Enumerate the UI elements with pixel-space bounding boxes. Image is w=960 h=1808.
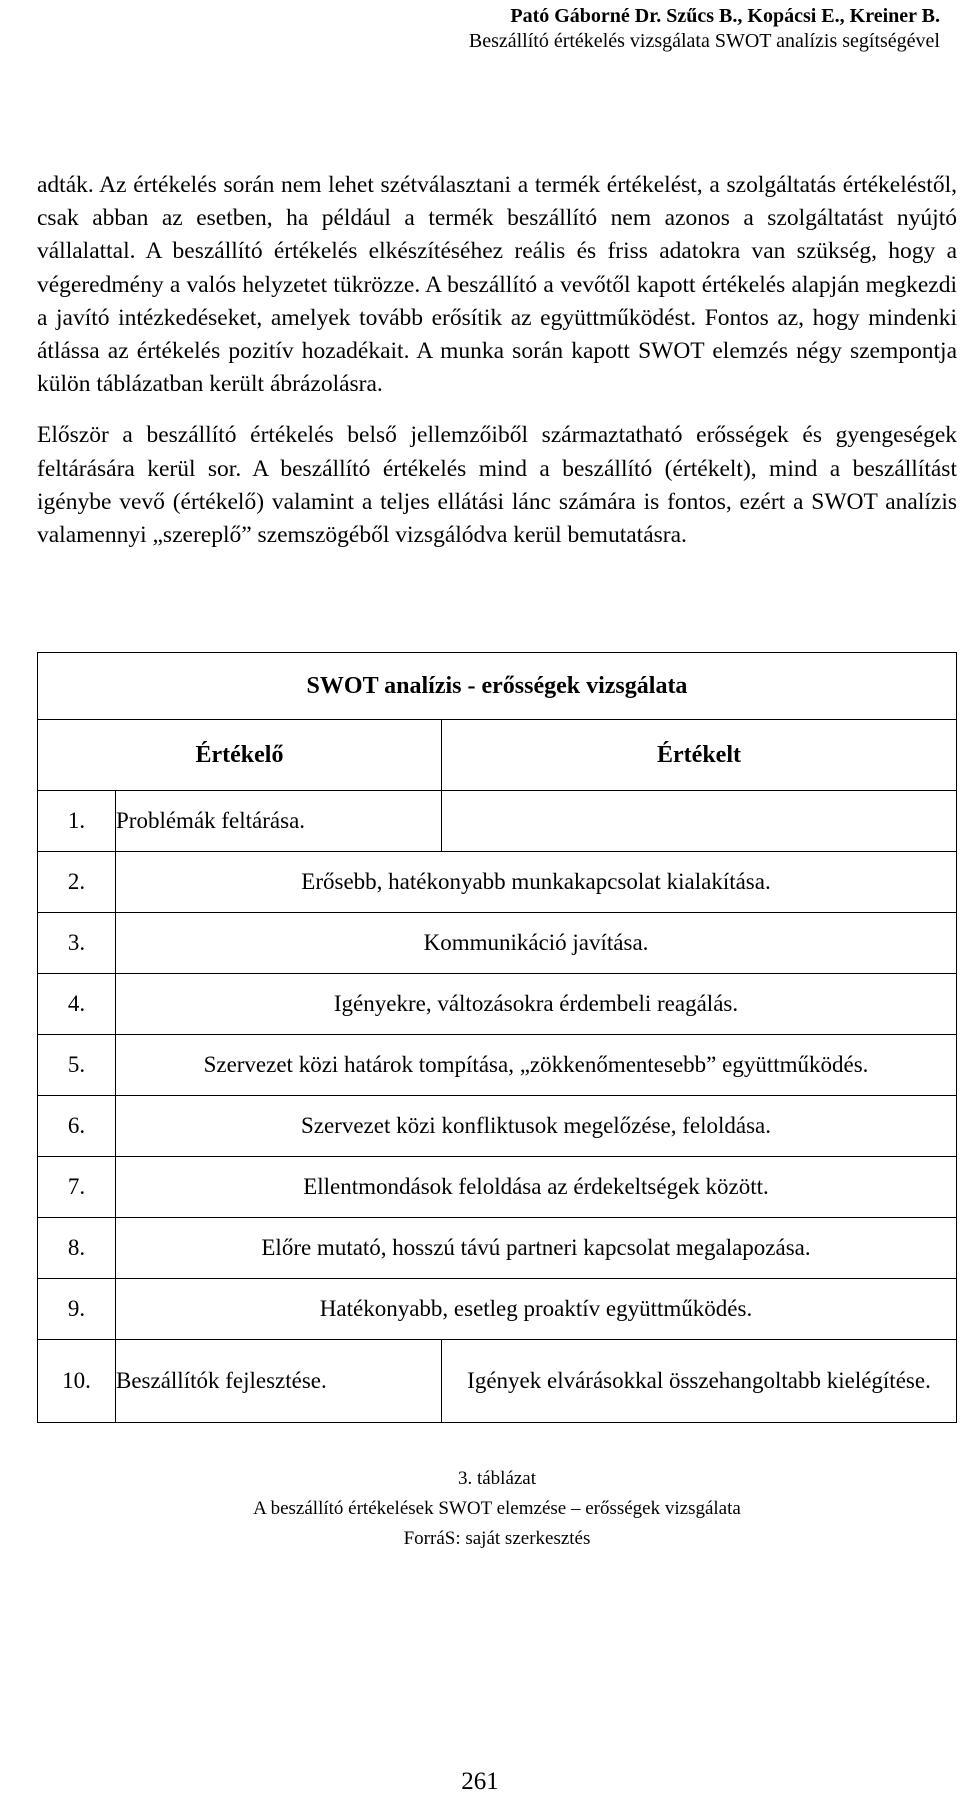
table-row	[38, 1340, 957, 1423]
header-authors: Pató Gáborné Dr. Szűcs B., Kopácsi E., Kreiner B.	[510, 5, 940, 27]
table-row	[38, 1218, 957, 1279]
row-number: 9.	[38, 1279, 116, 1340]
row-text: Kommunikáció javítása.	[116, 913, 957, 974]
swot-strengths-table	[37, 652, 957, 1423]
row-text: Ellentmondások feloldása az érdekeltségek között.	[116, 1157, 957, 1218]
row-evaluator-text: Problémák feltárása.	[116, 791, 442, 852]
table-row	[38, 974, 957, 1035]
caption-label: 3. táblázat	[457, 1468, 537, 1489]
row-evaluated-text	[442, 791, 957, 852]
caption-source: ForráS: saját szerkesztés	[403, 1528, 591, 1549]
row-number: 5.	[38, 1035, 116, 1096]
row-number: 2.	[38, 852, 116, 913]
table-caption	[37, 1464, 957, 1554]
col-header-evaluator: Értékelő	[38, 720, 442, 791]
row-evaluator-text: Beszállítók fejlesztése.	[116, 1340, 442, 1423]
row-text: Hatékonyabb, esetleg proaktív együttműködés.	[116, 1279, 957, 1340]
row-number: 7.	[38, 1157, 116, 1218]
table-row	[38, 1035, 957, 1096]
table-row	[38, 1157, 957, 1218]
page-number: 261	[461, 1768, 499, 1795]
row-text: Igényekre, változásokra érdembeli reagálás.	[116, 974, 957, 1035]
table-row	[38, 791, 957, 852]
table-row	[38, 913, 957, 974]
row-number: 1.	[38, 791, 116, 852]
paragraph-1: adták. Az értékelés során nem lehet szétválasztani a termék értékelést, a szolgáltatás értékeléstől, csak abban az esetben, ha például a termék beszállító nem azonos a szolgáltatást nyújtó vállalattal. A beszállító értékelés elkészítéséhez reális és friss adatokra van szükség, hogy a végeredmény a valós helyzetet tükrözze. A beszállító a vevőtől kapott értékelés alapján megkezdi a javító intézkedéseket, amelyek tovább erősítik az együttműködést. Fontos az, hogy mindenki átlássa az értékelés pozitív hozadékait. A munka során kapott SWOT elemzés négy szempontja külön táblázatban került ábrázolásra.	[37, 172, 957, 398]
row-evaluated-text: Igények elvárásokkal összehangoltabb kielégítése.	[442, 1340, 957, 1423]
row-number: 4.	[38, 974, 116, 1035]
col-header-evaluated: Értékelt	[442, 720, 957, 791]
table-row	[38, 1096, 957, 1157]
row-text: Erősebb, hatékonyabb munkakapcsolat kialakítása.	[116, 852, 957, 913]
running-header	[469, 4, 940, 54]
row-text: Szervezet közi határok tompítása, „zökkenőmentesebb” együttműködés.	[116, 1035, 957, 1096]
header-title: Beszállító értékelés vizsgálata SWOT analízis segítségével	[468, 30, 940, 52]
row-number: 10.	[38, 1340, 116, 1423]
table-row	[38, 852, 957, 913]
table-title: SWOT analízis - erősségek vizsgálata	[38, 653, 957, 720]
row-number: 6.	[38, 1096, 116, 1157]
row-text: Előre mutató, hosszú távú partneri kapcsolat megalapozása.	[116, 1218, 957, 1279]
caption-title: A beszállító értékelések SWOT elemzése – erősségek vizsgálata	[253, 1498, 741, 1519]
row-text: Szervezet közi konfliktusok megelőzése, feloldása.	[116, 1096, 957, 1157]
row-number: 8.	[38, 1218, 116, 1279]
table-header-row	[38, 720, 957, 791]
paragraph-2: Először a beszállító értékelés belső jellemzőiből származtatható erősségek és gyengeségek feltárására kerül sor. A beszállító értékelés mind a beszállító (értékelt), mind a beszállítást igénybe vevő (értékelő) valamint a teljes ellátási lánc számára is fontos, ezért a SWOT analízis valamennyi „szereplő” szemszögéből vizsgálódva kerül bemutatásra.	[37, 422, 957, 549]
body-text	[37, 169, 957, 552]
table-row	[38, 1279, 957, 1340]
row-number: 3.	[38, 913, 116, 974]
table-title-row	[38, 653, 957, 720]
